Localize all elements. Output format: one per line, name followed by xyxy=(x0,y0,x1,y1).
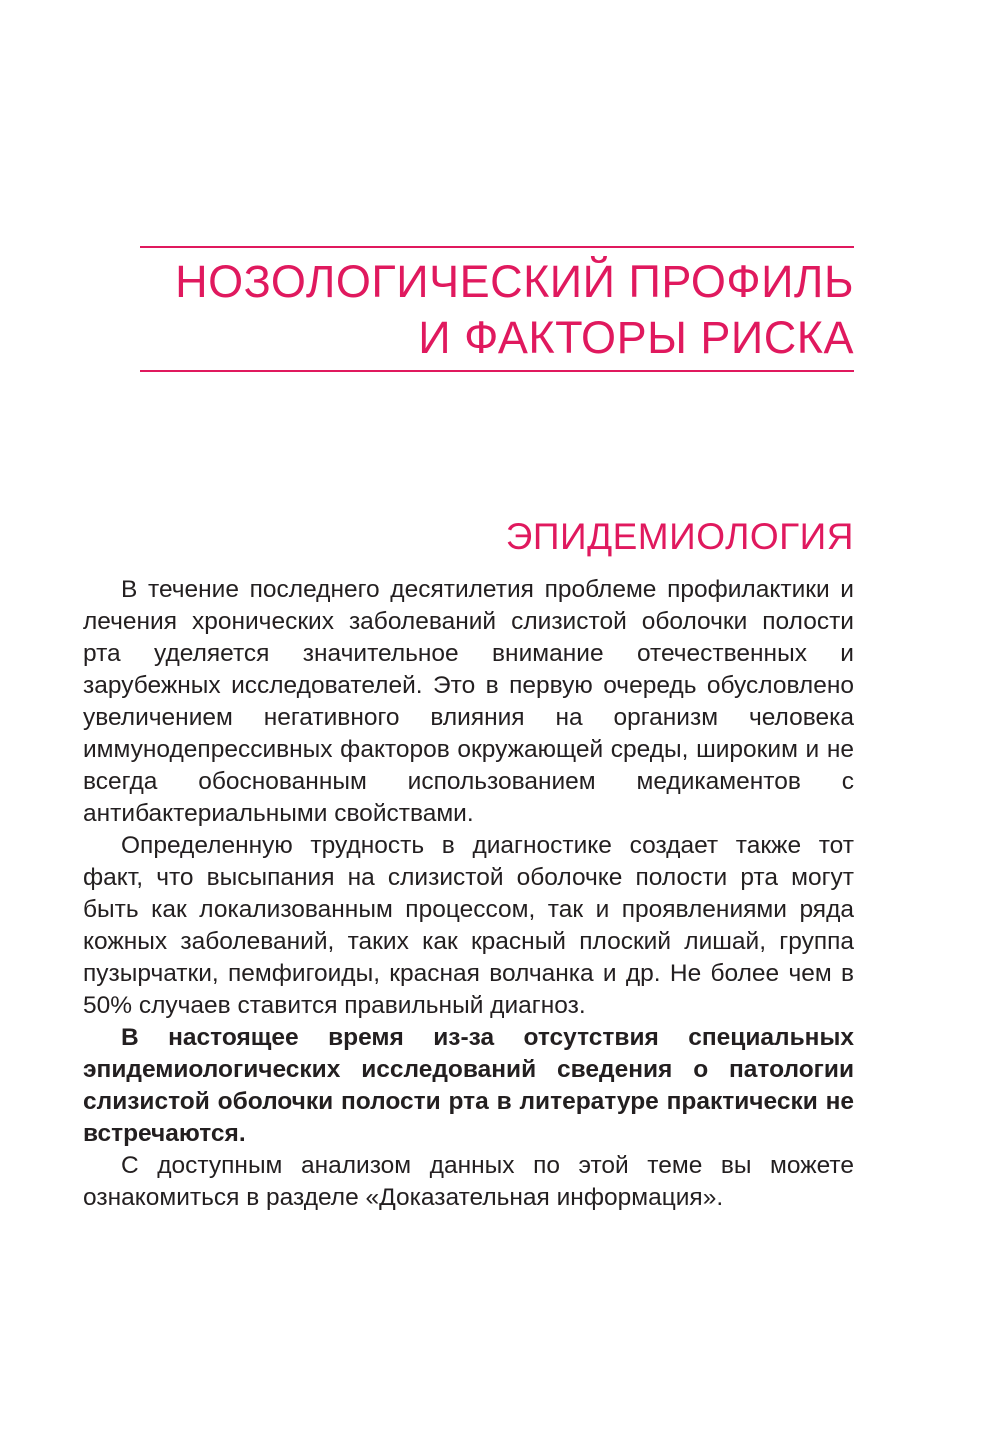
chapter-title-line-1: НОЗОЛОГИЧЕСКИЙ ПРОФИЛЬ xyxy=(175,256,854,307)
title-bottom-rule xyxy=(140,370,854,372)
paragraph-3-bold: В настоящее время из-за отсутствия специальных эпидемиологических исследований сведения о патологии слизистой оболочки полости рта в литературе практически не встречаются. xyxy=(83,1024,854,1147)
paragraph-2: Определенную трудность в диагностике создает также тот факт, что высыпания на слизистой оболочке полости рта могут быть как локализованным процессом, так и проявлениями ряда кожных заболеваний, таких как красный плоский лишай, группа пузырчатки, пемфигоиды, красная волчанка и др. Не более чем в 50% случаев ставится правильный диагноз. xyxy=(83,832,854,1019)
paragraph-4: С доступным анализом данных по этой теме вы можете ознакомиться в разделе «Доказательная информация». xyxy=(83,1152,854,1211)
section-title: ЭПИДЕМИОЛОГИЯ xyxy=(505,516,854,557)
chapter-title-line-2: И ФАКТОРЫ РИСКА xyxy=(418,312,854,363)
chapter-title xyxy=(140,254,854,366)
paragraph-1: В течение последнего десятилетия проблеме профилактики и лечения хронических заболеваний слизистой оболочки полости рта уделяется значительное внимание отечественных и зарубежных исследователей. Это в первую очередь обусловлено увеличением негативного влияния на организм человека иммунодепрессивных факторов окружающей среды, широким и не всегда обоснованным использованием медикаментов с антибактериальными свойствами. xyxy=(83,576,854,827)
title-top-rule xyxy=(140,246,854,248)
body-text xyxy=(83,574,854,1214)
